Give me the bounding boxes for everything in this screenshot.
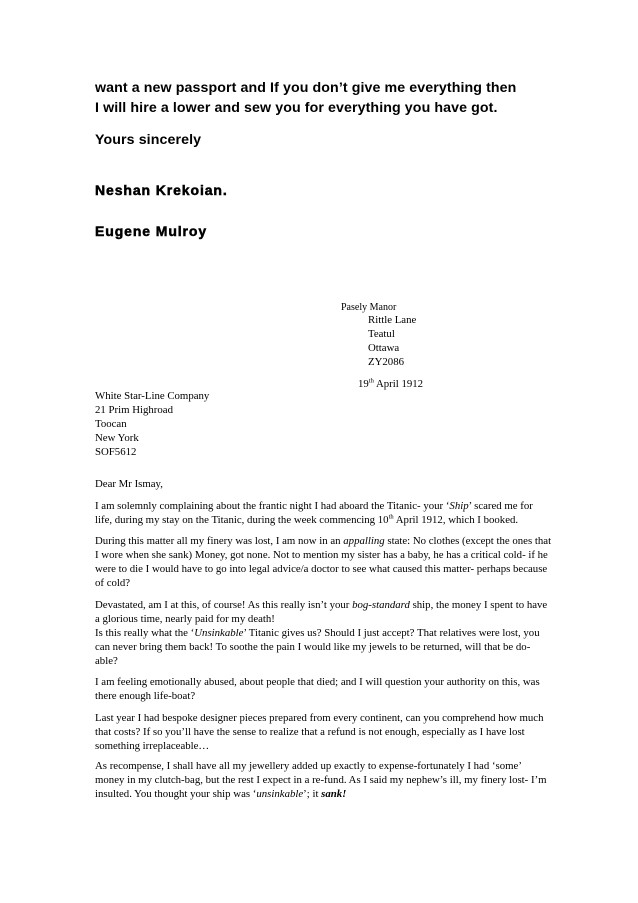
recipient-address-line: New York [95,432,139,444]
sender-address-line: Rittle Lane [368,314,417,326]
paragraph-4-line: there enough life-boat? [95,690,196,702]
paragraph-5-line: something irreplaceable… [95,740,210,752]
sender-address-line: Ottawa [368,342,400,354]
paragraph-3-line: Devastated, am I at this, of course! As this really isn’t your bog-standard ship, the money I spent to have [95,599,548,611]
recipient-address-line: 21 Prim Highroad [95,404,173,416]
paragraph-4-line: I am feeling emotionally abused, about people that died; and I will question your authority on this, was [95,676,540,688]
paragraph-3-line: able? [95,655,118,667]
paragraph-3-line: Is this really what the ‘Unsinkable’ Titanic gives us? Should I just accept? That relatives were lost, you [95,627,540,639]
paragraph-6-line: money in my clutch-bag, but the rest I expect in a re-fund. As I said my nephew’s ill, my finery lost- I’m [95,774,547,786]
paragraph-6-line: insulted. You thought your ship was ‘unsinkable’; it sank! [95,788,347,800]
paragraph-2-line: of cold? [95,577,131,589]
salutation: Dear Mr Ismay, [95,478,163,490]
paragraph-2-line: During this matter all my finery was lost, I am now in an appalling state: No clothes (except the ones that [95,535,552,547]
sender-address-name: Pasely Manor [341,302,397,313]
paragraph-5-line: that costs? If so you’ll have the sense to realize that a refund is not enough, especially as I have lost [95,726,525,738]
closing: Yours sincerely [95,132,202,148]
recipient-address-line: SOF5612 [95,446,137,458]
paragraph-2-line: I wore when she sank) Money, got none. Not to mention my sister has a baby, he has a critical cold- if he [95,549,548,561]
sender-address-line: Teatul [368,328,395,340]
paragraph-1-line: life, during my stay on the Titanic, during the week commencing 10th April 1912, which I booked. [95,513,519,526]
recipient-address-line: White Star-Line Company [95,390,210,402]
intro-line-1: want a new passport and If you don’t give me everything then [95,80,517,96]
sender-address-line: ZY2086 [368,356,404,368]
intro-line-2: I will hire a lower and sew you for everything you have got. [95,100,498,116]
signature-2: Eugene Mulroy [95,223,208,239]
letter-date: 19th April 1912 [358,377,424,390]
paragraph-6-line: As recompense, I shall have all my jewellery added up exactly to expense-fortunately I had ‘some’ [95,760,522,772]
paragraph-3-line: a glorious time, nearly paid for my death! [95,613,275,625]
recipient-address-line: Toocan [95,418,127,430]
paragraph-2-line: were to die I would have to go into legal advice/a doctor to see what caused this matter- perhaps because [95,563,548,575]
paragraph-5-line: Last year I had bespoke designer pieces prepared from every continent, can you comprehend how much [95,712,544,724]
paragraph-3-line: can never bring them back! To soothe the pain I would like my jewels to be returned, will that be do- [95,641,531,653]
paragraph-1-line: I am solemnly complaining about the frantic night I had aboard the Titanic- your ‘Ship’ scared me for [95,500,533,512]
signature-1: Neshan Krekoian. [95,182,228,198]
